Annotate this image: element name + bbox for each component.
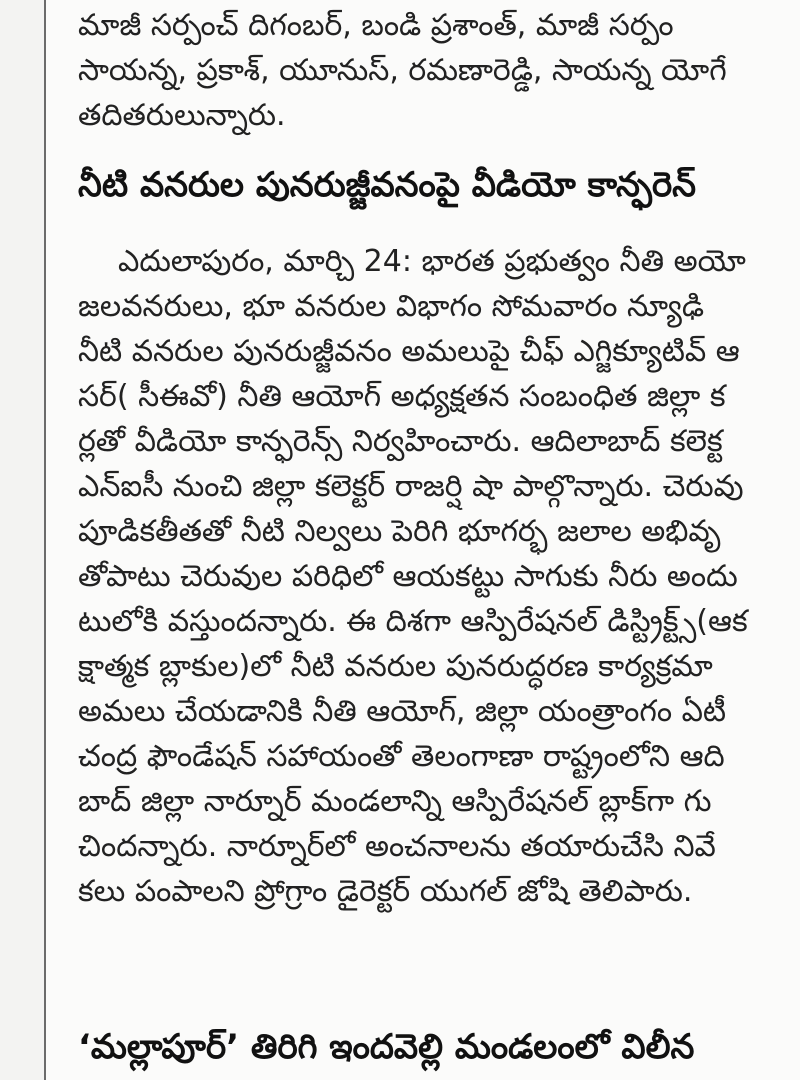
article-body-line: జలవనరులు, భూ వనరుల విభాగం సోమవారం న్యూఢి: [78, 289, 705, 324]
article-body-line: చిందన్నారు. నార్నూర్‌లో అంచనాలను తయారుచేసి నివే: [78, 829, 716, 864]
article-column: [78, 0, 800, 1080]
prev-article-line: సాయన్న, ప్రకాశ్, యూనుస్, రమణారెడ్డి, సాయన్న యోగే: [78, 53, 727, 88]
column-rule: [44, 0, 46, 1080]
article-body-line: కలు పంపాలని ప్రోగ్రాం డైరెక్టర్ యుగల్ జోషి తెలిపారు.: [78, 874, 693, 909]
article-body-line: తోపాటు చెరువుల పరిధిలో ఆయకట్టు సాగుకు నీరు అందు: [78, 559, 738, 594]
article-body-line: పూడికతీతతో నీటి నిల్వలు పెరిగి భూగర్భ జలాల అభివృ: [78, 514, 721, 549]
next-article-headline: ‘మల్లాపూర్’ తిరిగి ఇందవెల్లి మండలంలో విలీన: [78, 1027, 695, 1067]
article-body-line: ర్లతో వీడియో కాన్ఫరెన్స్ నిర్వహించారు. ఆదిలాబాద్ కలెక్ట: [78, 424, 723, 459]
article-body-line: క్షాత్మక బ్లాకుల)లో నీటి వనరుల పునరుద్ధరణ కార్యక్రమా: [78, 649, 713, 684]
prev-article-line: మాజీ సర్పంచ్ దిగంబర్, బండి ప్రశాంత్, మాజీ సర్పం: [78, 8, 674, 43]
article-body-line: బాద్ జిల్లా నార్నూర్ మండలాన్ని ఆస్పిరేషనల్ బ్లాక్‌గా గు: [78, 784, 712, 819]
article-body-line: ఎన్ఐసీ నుంచి జిల్లా కలెక్టర్ రాజర్షి షా పాల్గొన్నారు. చెరువు: [78, 469, 744, 504]
article-body-line: టులోకి వస్తుందన్నారు. ఈ దిశగా ఆస్పిరేషనల్ డిస్ట్రిక్ట్స్(ఆక: [78, 604, 748, 639]
article-body-line: నీటి వనరుల పునరుజ్జీవనం అమలుపై చీఫ్ ఎగ్జిక్యూటివ్ ఆ: [78, 334, 740, 369]
prev-article-line: తదితరులున్నారు.: [78, 98, 286, 133]
article-body-line: సర్( సీఈవో) నీతి ఆయోగ్ అధ్యక్షతన సంబంధిత జిల్లా క: [78, 379, 726, 414]
article-headline: నీటి వనరుల పునరుజ్జీవనంపై వీడియో కాన్ఫరెన్: [78, 165, 697, 205]
left-margin: [0, 0, 44, 1080]
article-body-line: అమలు చేయడానికి నీతి ఆయోగ్, జిల్లా యంత్రాంగం ఏటీ: [78, 694, 727, 729]
article-body-line: చంద్ర ఫౌండేషన్ సహాయంతో తెలంగాణా రాష్ట్రంలోని ఆది: [78, 739, 725, 774]
article-body-line: ఎదులాపురం, మార్చి 24: భారత ప్రభుత్వం నీతి అయో: [118, 244, 746, 279]
